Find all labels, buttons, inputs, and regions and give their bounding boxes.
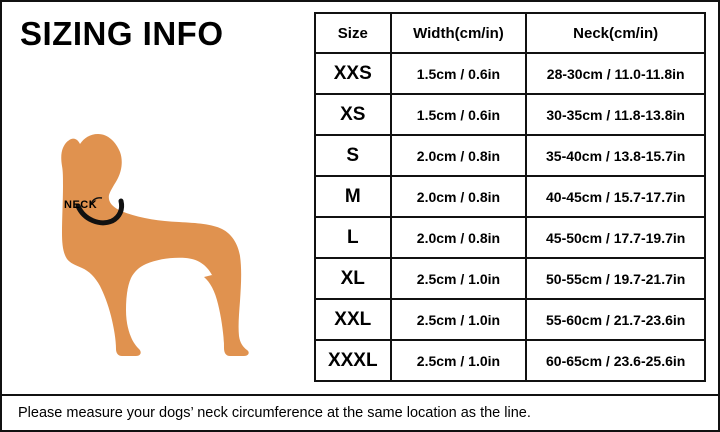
cell-width: 2.5cm / 1.0in [391,299,527,340]
table-row [315,340,705,381]
cell-size: M [315,176,391,217]
neck-label: NECK [64,199,98,212]
header-width: Width(cm/in) [391,13,527,53]
cell-neck: 50-55cm / 19.7-21.7in [526,258,705,299]
illustration-panel [2,2,310,394]
cell-neck: 28-30cm / 11.0-11.8in [526,53,705,94]
cell-width: 1.5cm / 0.6in [391,94,527,135]
cell-width: 1.5cm / 0.6in [391,53,527,94]
cell-width: 2.0cm / 0.8in [391,217,527,258]
cell-size: XXXL [315,340,391,381]
table-row [315,258,705,299]
dog-body-shape [61,134,248,356]
card-content [2,2,718,430]
cell-size: S [315,135,391,176]
cell-neck: 30-35cm / 11.8-13.8in [526,94,705,135]
table-header [315,13,705,53]
table-row [315,53,705,94]
cell-size: L [315,217,391,258]
cell-neck: 35-40cm / 13.8-15.7in [526,135,705,176]
header-size: Size [315,13,391,53]
table-row [315,94,705,135]
dog-silhouette-icon [16,58,306,358]
cell-neck: 55-60cm / 21.7-23.6in [526,299,705,340]
cell-neck: 60-65cm / 23.6-25.6in [526,340,705,381]
table-row [315,135,705,176]
size-table-panel [310,2,718,394]
cell-size: XL [315,258,391,299]
header-neck: Neck(cm/in) [526,13,705,53]
cell-width: 2.0cm / 0.8in [391,176,527,217]
footer-bar [2,394,718,430]
measure-instruction: Please measure your dogs’ neck circumference at the same location as the line. [18,405,531,421]
dog-illustration [16,58,306,358]
table-body [315,53,705,381]
cell-width: 2.0cm / 0.8in [391,135,527,176]
cell-size: XXS [315,53,391,94]
cell-size: XXL [315,299,391,340]
size-table [314,12,706,382]
page-title: SIZING INFO [20,15,224,52]
table-row [315,176,705,217]
table-row [315,217,705,258]
cell-neck: 45-50cm / 17.7-19.7in [526,217,705,258]
main-row [2,2,718,394]
cell-neck: 40-45cm / 15.7-17.7in [526,176,705,217]
cell-width: 2.5cm / 1.0in [391,340,527,381]
table-row [315,299,705,340]
cell-width: 2.5cm / 1.0in [391,258,527,299]
table-header-row [315,13,705,53]
cell-size: XS [315,94,391,135]
